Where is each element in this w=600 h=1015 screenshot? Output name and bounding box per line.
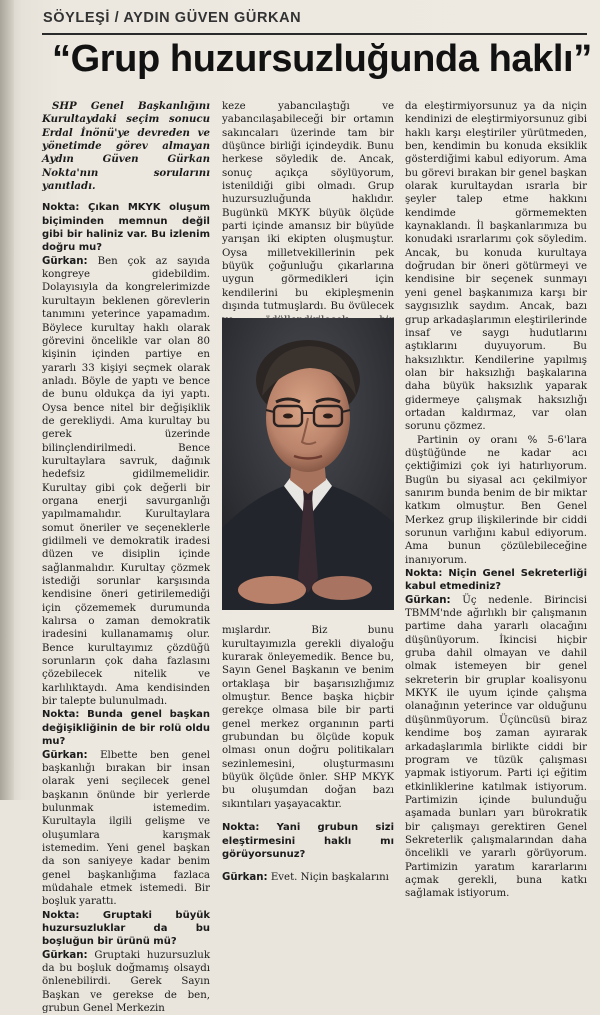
answer-text: Üç nedenle. Birincisi TBMM'nde ağırlıklı bir çalışmanın partime daha yararlı olacağını düşünüyorum. İkincisi hiçbir gruba dahil olmayan ve dahil olmak istemeyen bir genel sekreterin bir gruplar koalisyonu MKYK ile uyum içinde çalışma olanağının yeterince var olduğunu düşünmüyorum. Üçüncüsü biraz kendime boş zaman ayırarak arkadaşlarımla birlikte ciddi bir program ve tüzük çalışması yapmak istiyorum. Parti içi eğitim etkinliklerine katılmak istiyorum. Partimizin içinde bulunduğu aşamada bunları yarı bürokratik bir çalışmayı gerektiren Genel Sekreterlik çalışmalarından daha öncelikli ve yararlı görüyorum. Partimizin yaratım kararlarını açmak gerekli, buna katkı sağlamak istiyorum.	[405, 594, 587, 900]
question-4	[222, 821, 394, 861]
answer-3	[42, 949, 210, 1015]
header-rule	[42, 33, 587, 35]
question-label: Nokta:	[42, 709, 80, 721]
answer-label: Gürkan:	[222, 872, 268, 884]
question-3	[42, 909, 210, 949]
column-2-paragraph: keze yabancılaştığı ve yabancılaşabileceği bir ortamın sakıncaları üzerinde tam bir düşünce birliği içindeydik. Bunu herkese söyledik de. Ancak, sonuç açıkça söylüyorum, istenildiği gibi olmadı. Grup huzursuzluğunda haklıdır. Bugünkü MKYK büyük ölçüde parti içinde amansız bir büyüde yarışan iki ekipten oluşmuştur. Oysa milletvekillerinin pek büyük çoğunluğu çıkarlarına uygun görmedikleri için kendilerini bu ekipleşmenin dışında tutmuşlardı. Bu övülecek	[222, 101, 394, 313]
intro-paragraph: SHP Genel Başkanlığını Kurultaydaki seçim sonucu Erdal İnönü'ye devreden ve yönetimde görev almayan Aydın Güven Gürkan Nokta'nın sorularını yanıtladı.	[42, 100, 210, 193]
question-text: Çıkan MKYK oluşum biçiminden memnun değil gibi bir haliniz var. Bu izlenim doğru mu?	[42, 202, 210, 254]
portrait-photo	[222, 318, 394, 610]
question-text: Niçin Genel Sekreterliği kabul etmediniz?	[405, 568, 587, 593]
column-3-paragraph: da eleştirmiyorsunuz ya da niçin kendinizi de eleştirmiyorsunuz gibi haklı karşı eleştiriler yürütmeden, ben, kendimin bu konuda eksiklik gösterdiğimi kabul ediyorum. Ama bu görevi bırakan bir genel başkan olarak kurultaydan ısrarla bir şeyler talep etme hakkını kendimde görmemekten kaynaklandı. İl başkanlarımıza bu konudaki ısrarlarımı çok söyledim. Ancak, bu konuda kurultaya doğrudan bir öneri götürmeyi ve kendisine bir seçenek sunmayı yeni genel başkanımıza karşı bir saygısızlık saydım. Ancak, bazı grup arkadaşlarımın eleştirilerinde insaf ve saygı hudutlarını aştıklarını duyuyorum. Bu haksızlıktır. Kendilerine yapılmış olan bir haksızlığı başkalarına daha büyük haksızlık yaparak gidermeye çalışmak haksızlığı ortadan kaldırmaz, var olan sorunu çözmez.	[405, 101, 587, 433]
question-1	[42, 201, 210, 254]
question-text: Yani grubun sizi eleştirmesini haklı mı görüyorsunuz?	[222, 822, 394, 860]
answer-label: Gürkan:	[42, 255, 88, 267]
page-fold-shadow	[0, 0, 14, 800]
question-text: Bunda genel başkan değişikliğinin de bir rolü oldu mu?	[42, 709, 210, 748]
answer-text: Elbette ben genel başkanlığı bırakan bir insan olarak yeni seçilecek genel başkanın önünde bir yerlerde bulunmak istemedim. Kurultayla ilgili gelişme ve oluşumlara karışmak istemedim. Yeni genel başkan da son saniyeye kadar benim genel başkanlığıma fazlaca müdahale etmek istemedi. Bir boşluk yarattı.	[42, 749, 210, 908]
answer-1	[42, 255, 210, 709]
answer-label: Gürkan:	[42, 949, 88, 961]
answer-text: Gruptaki huzursuzluk da bu boşluk doğmamış olsaydı önlenebilirdi. Gerek Sayın Başkan ve gerekse de ben, grubun Genel Merkezin	[42, 949, 210, 1015]
question-2	[42, 708, 210, 748]
answer-text: Evet. Niçin başkalarını	[267, 872, 389, 884]
question-label: Nokta:	[222, 822, 260, 834]
question-text: Gruptaki büyük huzursuzluklar da bu boşluğun bir ürünü mü?	[42, 909, 210, 948]
answer-text: Ben çok az sayıda kongreye gidebildim. Dolayısıyla da kongrelerimizde kurultayın beklenen görevlerin tanımını yeterince yapamadım. Böylece kurultay haklı olarak görevini öncelikle var olan 80 kişinin içinden partiye en yararlı 33 kişiyi seçmek olarak anladı. Böyle de yaptı ve bence de bunu oldukça da iyi yaptı. Oysa bence nitel bir değişiklik de gerekliydi. Ama kurultay bu gerek üzerinde bilinçlendirilmedi. Bence kurultaylara savruk, dağınık hedefsiz gidilmemelidir. Kurultay gibi çok değerli bir organa enerji savurganlığı yapılmamalıdır. Kurultaylara somut öneriler ve seçeneklerle gidilmeli ve demokratik iradesi düzen ve disiplin içinde sağlanmalıdır. Kurultay çözmek istediği sorunlar karşısında kendisine öneri getirilemediği için çözememek durumunda kalırsa o zaman demokratik iradesini kullanamamış olur. Bence kurultayımız çözdüğü sorunların çok daha fazlasını çözebilecek nitelik ve karlılıktaydı. Ama kendisinden bir talepte bulunulmadı.	[42, 255, 210, 708]
question-label: Nokta:	[42, 202, 80, 214]
question-5	[405, 567, 587, 594]
column-2-paragraph: mışlardır. Biz bunu kurultayımızla gerekli diyaloğu kurarak önleyemedik. Bence bu, Sayın Genel Başkanın ve benim ortaklaşa bir başarısızlığımız olmuştur. Bence başka hiçbir gerekçe olmasa bile bir parti genel merkez organının parti grubundan bu ölçüde kopuk olması onun doğru politikaları sezinlemesini, oluşturmasını büyük ölçüde önler. SHP MKYK bu oluşumdan doğan bazı sıkıntıları yaşayacaktır.	[222, 625, 394, 810]
answer-label: Gürkan:	[42, 749, 88, 761]
answer-2	[42, 749, 210, 909]
question-label: Nokta:	[405, 568, 443, 580]
portrait-illustration	[222, 318, 394, 610]
column-3-paragraph: Partinin oy oranı % 5-6'lara düştüğünde ne kadar acı çektiğimizi çok iyi hatırlıyorum. Bugün bu siyasal acı çekilmiyor sanırım bunda benim de bir miktar katkım olmuştur. Ben Genel Merkez grup ilişkilerinde bir ciddi sorunun varlığını kabul ediyorum. Ama bunun çözülebileceğine inanıyorum.	[405, 434, 587, 566]
answer-5	[405, 594, 587, 901]
answer-label: Gürkan:	[405, 594, 451, 606]
column-3	[405, 100, 587, 901]
question-label: Nokta:	[42, 909, 80, 921]
headline: “Grup huzursuzluğunda haklı”	[52, 38, 592, 80]
column-1	[42, 100, 210, 1015]
column-2-bottom	[222, 614, 394, 895]
section-kicker: SÖYLEŞİ / AYDIN GÜVEN GÜRKAN	[43, 10, 302, 26]
answer-4	[222, 871, 394, 884]
